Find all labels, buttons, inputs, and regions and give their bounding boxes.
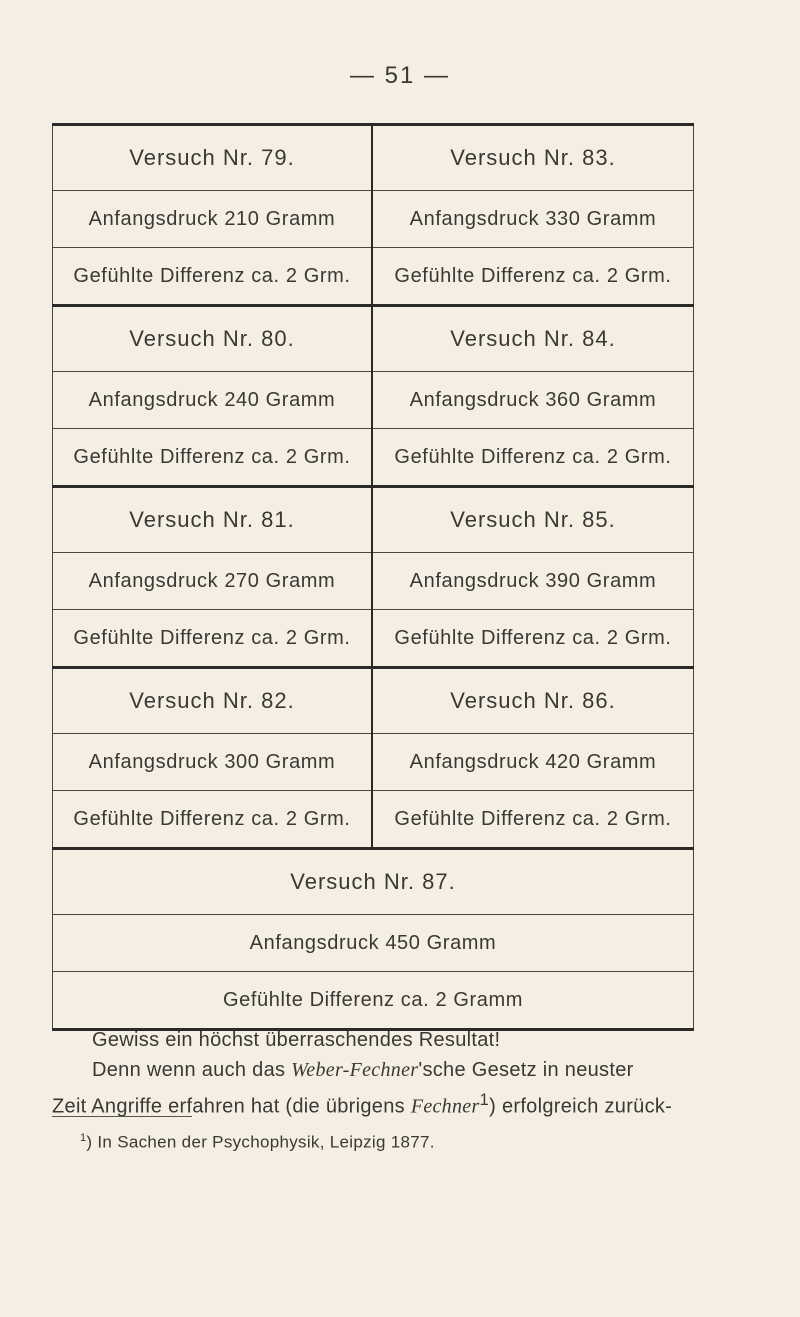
text-span: Zeit Angriffe erfahren hat (die übrigens	[52, 1095, 411, 1118]
footnote-rule	[52, 1116, 192, 1117]
table-row	[53, 487, 694, 553]
table-row	[53, 553, 694, 610]
table-row	[53, 915, 694, 972]
footnote	[80, 1132, 435, 1153]
anfangsdruck-cell: Anfangsdruck 330 Gramm	[372, 191, 694, 248]
versuch-table	[52, 123, 694, 1031]
versuch-title: Versuch Nr. 87.	[53, 849, 694, 915]
table-row	[53, 972, 694, 1030]
body-line	[52, 1055, 712, 1085]
text-span: 'sche Gesetz in neuster	[418, 1059, 634, 1081]
versuch-title: Versuch Nr. 85.	[372, 487, 694, 553]
versuch-title: Versuch Nr. 83.	[372, 125, 694, 191]
footnote-text: ) In Sachen der Psychophysik, Leipzig 1877.	[86, 1132, 435, 1152]
body-text	[52, 1025, 712, 1122]
differenz-cell: Gefühlte Differenz ca. 2 Gramm	[53, 972, 694, 1030]
table-row	[53, 191, 694, 248]
differenz-cell: Gefühlte Differenz ca. 2 Grm.	[372, 791, 694, 849]
page-number: — 51 —	[349, 62, 451, 89]
footnote-mark: 1	[80, 1132, 87, 1144]
differenz-cell: Gefühlte Differenz ca. 2 Grm.	[53, 248, 373, 306]
anfangsdruck-cell: Anfangsdruck 300 Gramm	[53, 734, 373, 791]
differenz-cell: Gefühlte Differenz ca. 2 Grm.	[372, 429, 694, 487]
anfangsdruck-cell: Anfangsdruck 450 Gramm	[53, 915, 694, 972]
differenz-cell: Gefühlte Differenz ca. 2 Grm.	[372, 610, 694, 668]
text-span: ) erfolgreich zurück-	[489, 1095, 673, 1118]
table-row	[53, 668, 694, 734]
body-line: Gewiss ein höchst überraschendes Resultat!	[92, 1029, 501, 1051]
table-row	[53, 849, 694, 915]
table-row	[53, 734, 694, 791]
footnote-ref: 1	[479, 1090, 490, 1109]
anfangsdruck-cell: Anfangsdruck 360 Gramm	[372, 372, 694, 429]
versuch-title: Versuch Nr. 84.	[372, 306, 694, 372]
table-row	[53, 372, 694, 429]
text-span: Denn wenn auch das	[92, 1059, 292, 1081]
table-row	[53, 125, 694, 191]
versuch-title: Versuch Nr. 80.	[53, 306, 373, 372]
author-name: Fechner	[410, 1095, 480, 1118]
table-row	[53, 429, 694, 487]
anfangsdruck-cell: Anfangsdruck 270 Gramm	[53, 553, 373, 610]
differenz-cell: Gefühlte Differenz ca. 2 Grm.	[53, 429, 373, 487]
table-row	[53, 791, 694, 849]
anfangsdruck-cell: Anfangsdruck 210 Gramm	[53, 191, 373, 248]
anfangsdruck-cell: Anfangsdruck 240 Gramm	[53, 372, 373, 429]
versuch-title: Versuch Nr. 79.	[53, 125, 373, 191]
table-row	[53, 610, 694, 668]
table-row	[53, 306, 694, 372]
versuch-title: Versuch Nr. 81.	[53, 487, 373, 553]
differenz-cell: Gefühlte Differenz ca. 2 Grm.	[372, 248, 694, 306]
anfangsdruck-cell: Anfangsdruck 390 Gramm	[372, 553, 694, 610]
versuch-title: Versuch Nr. 86.	[372, 668, 694, 734]
author-name: Weber-Fechner	[291, 1059, 419, 1081]
table-row	[53, 248, 694, 306]
differenz-cell: Gefühlte Differenz ca. 2 Grm.	[53, 791, 373, 849]
anfangsdruck-cell: Anfangsdruck 420 Gramm	[372, 734, 694, 791]
differenz-cell: Gefühlte Differenz ca. 2 Grm.	[53, 610, 373, 668]
versuch-title: Versuch Nr. 82.	[53, 668, 373, 734]
